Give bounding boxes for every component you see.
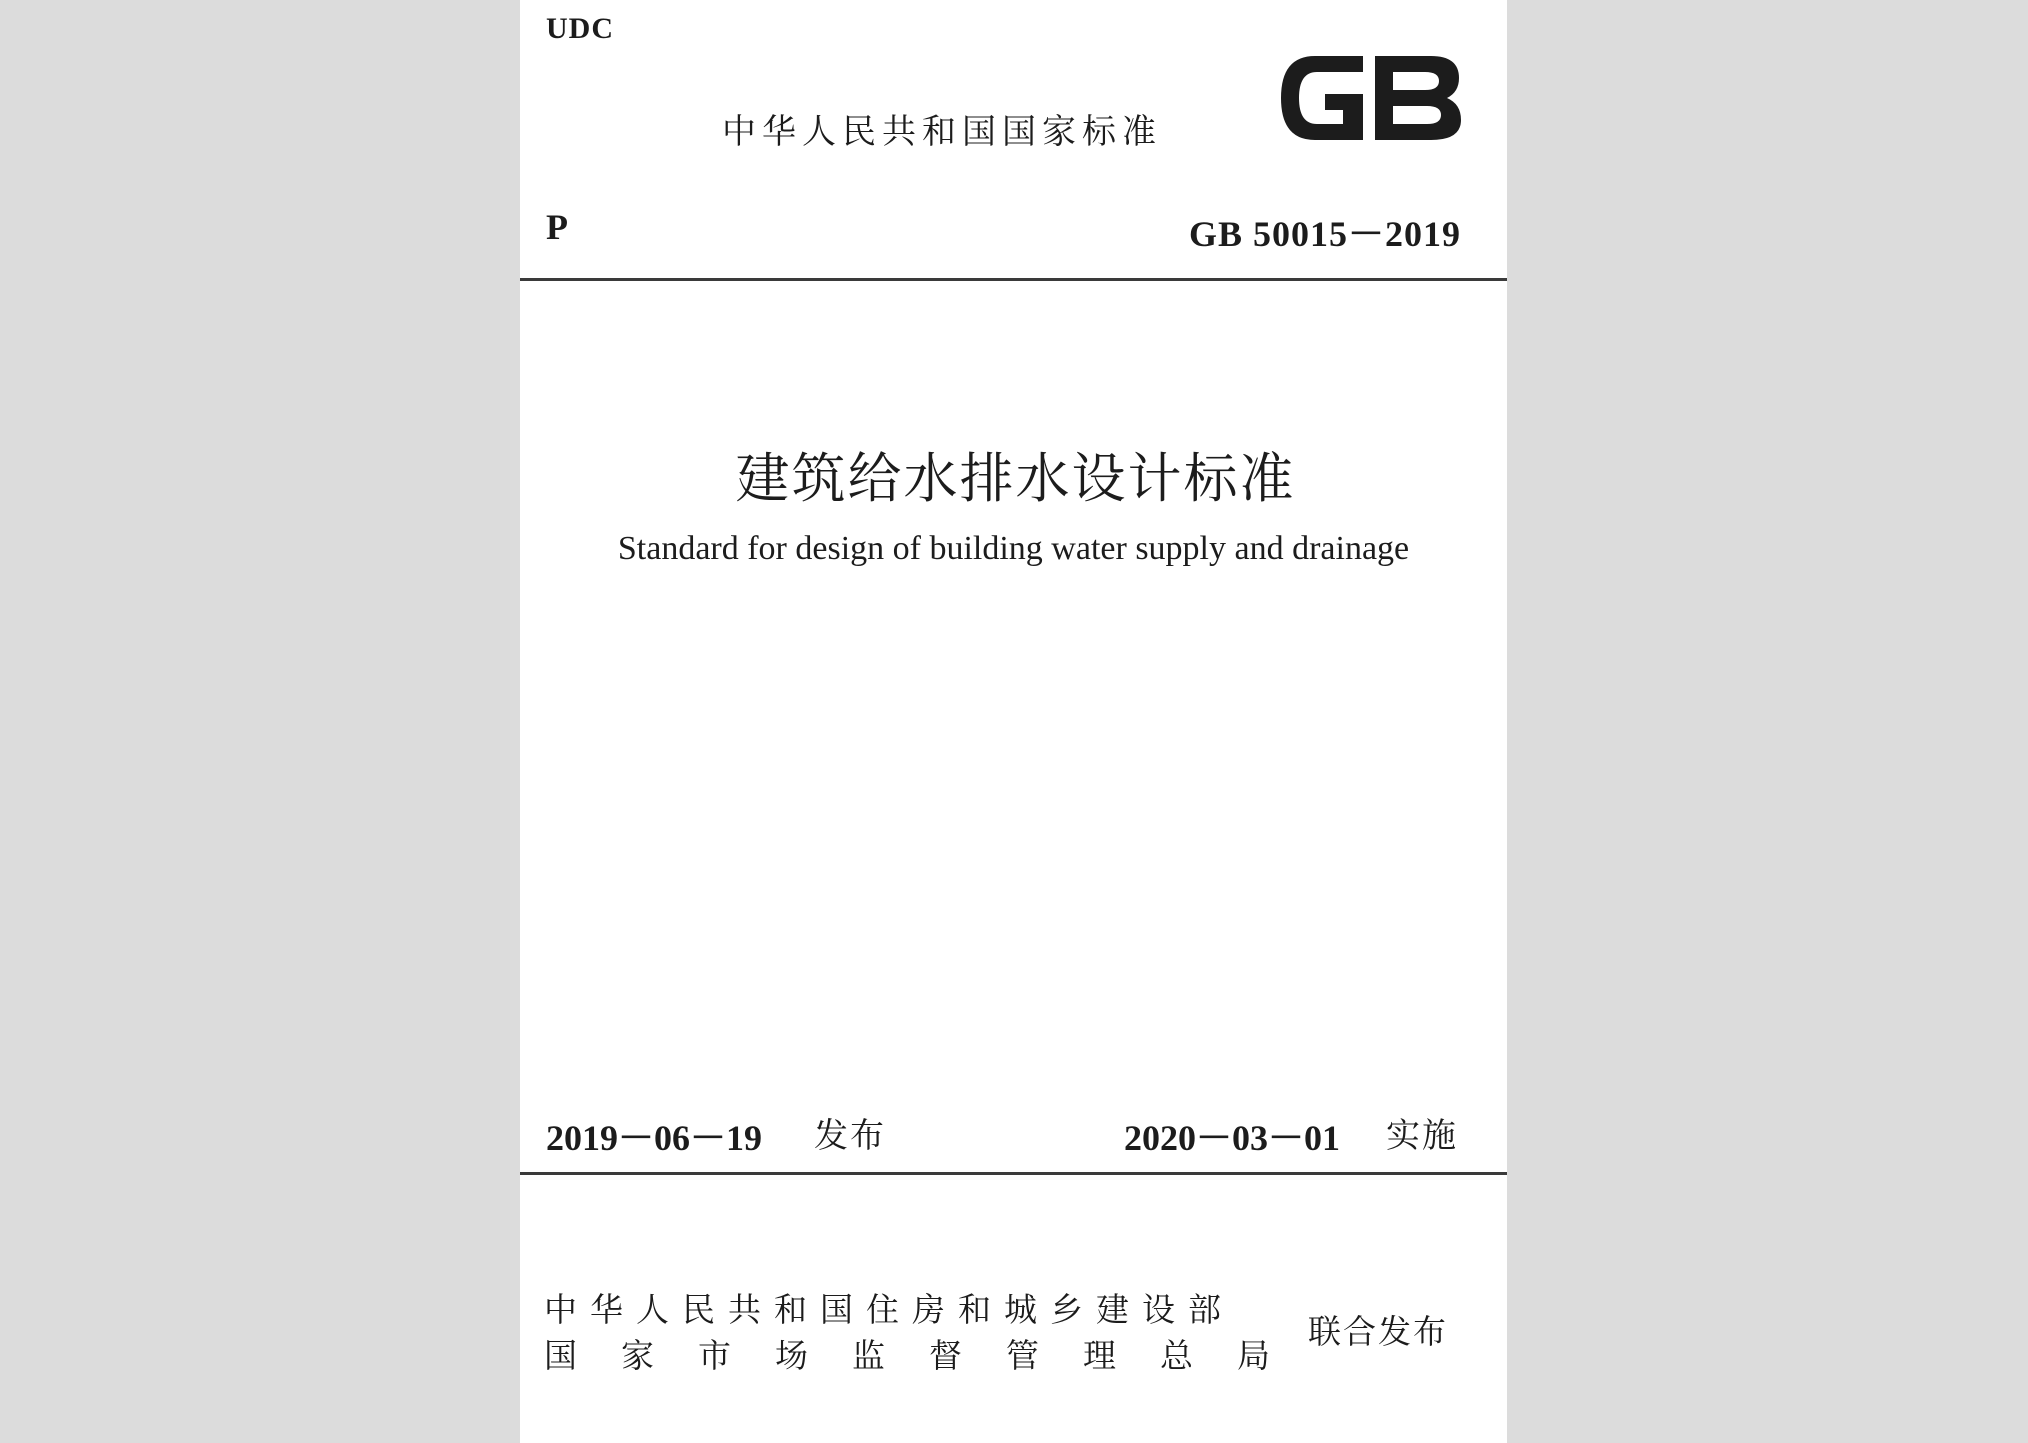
standard-number: GB 50015－2019 <box>1188 214 1461 254</box>
issuer-administration: 国家市场监督管理总局 <box>544 1336 1314 1375</box>
gb-logo-icon <box>1275 48 1465 148</box>
title-chinese: 建筑给水排水设计标准 <box>735 447 1296 510</box>
issue-date: 2019－06－19 <box>546 1118 763 1158</box>
issuer-ministry: 中华人民共和国住房和城乡建设部 <box>544 1290 1234 1329</box>
standard-cover-page <box>520 0 1507 1443</box>
implementation-date: 2020－03－01 <box>1124 1118 1341 1158</box>
implementation-label: 实施 <box>1386 1116 1458 1156</box>
title-english: Standard for design of building water supply and drainage <box>617 530 1410 567</box>
classification-code: P <box>546 207 568 247</box>
national-standard-heading: 中华人民共和国国家标准 <box>722 112 1162 152</box>
issue-label: 发布 <box>814 1116 886 1156</box>
joint-issue-label: 联合发布 <box>1308 1312 1448 1351</box>
bottom-divider <box>520 1172 1507 1175</box>
udc-label: UDC <box>546 12 614 45</box>
top-divider <box>520 278 1507 281</box>
